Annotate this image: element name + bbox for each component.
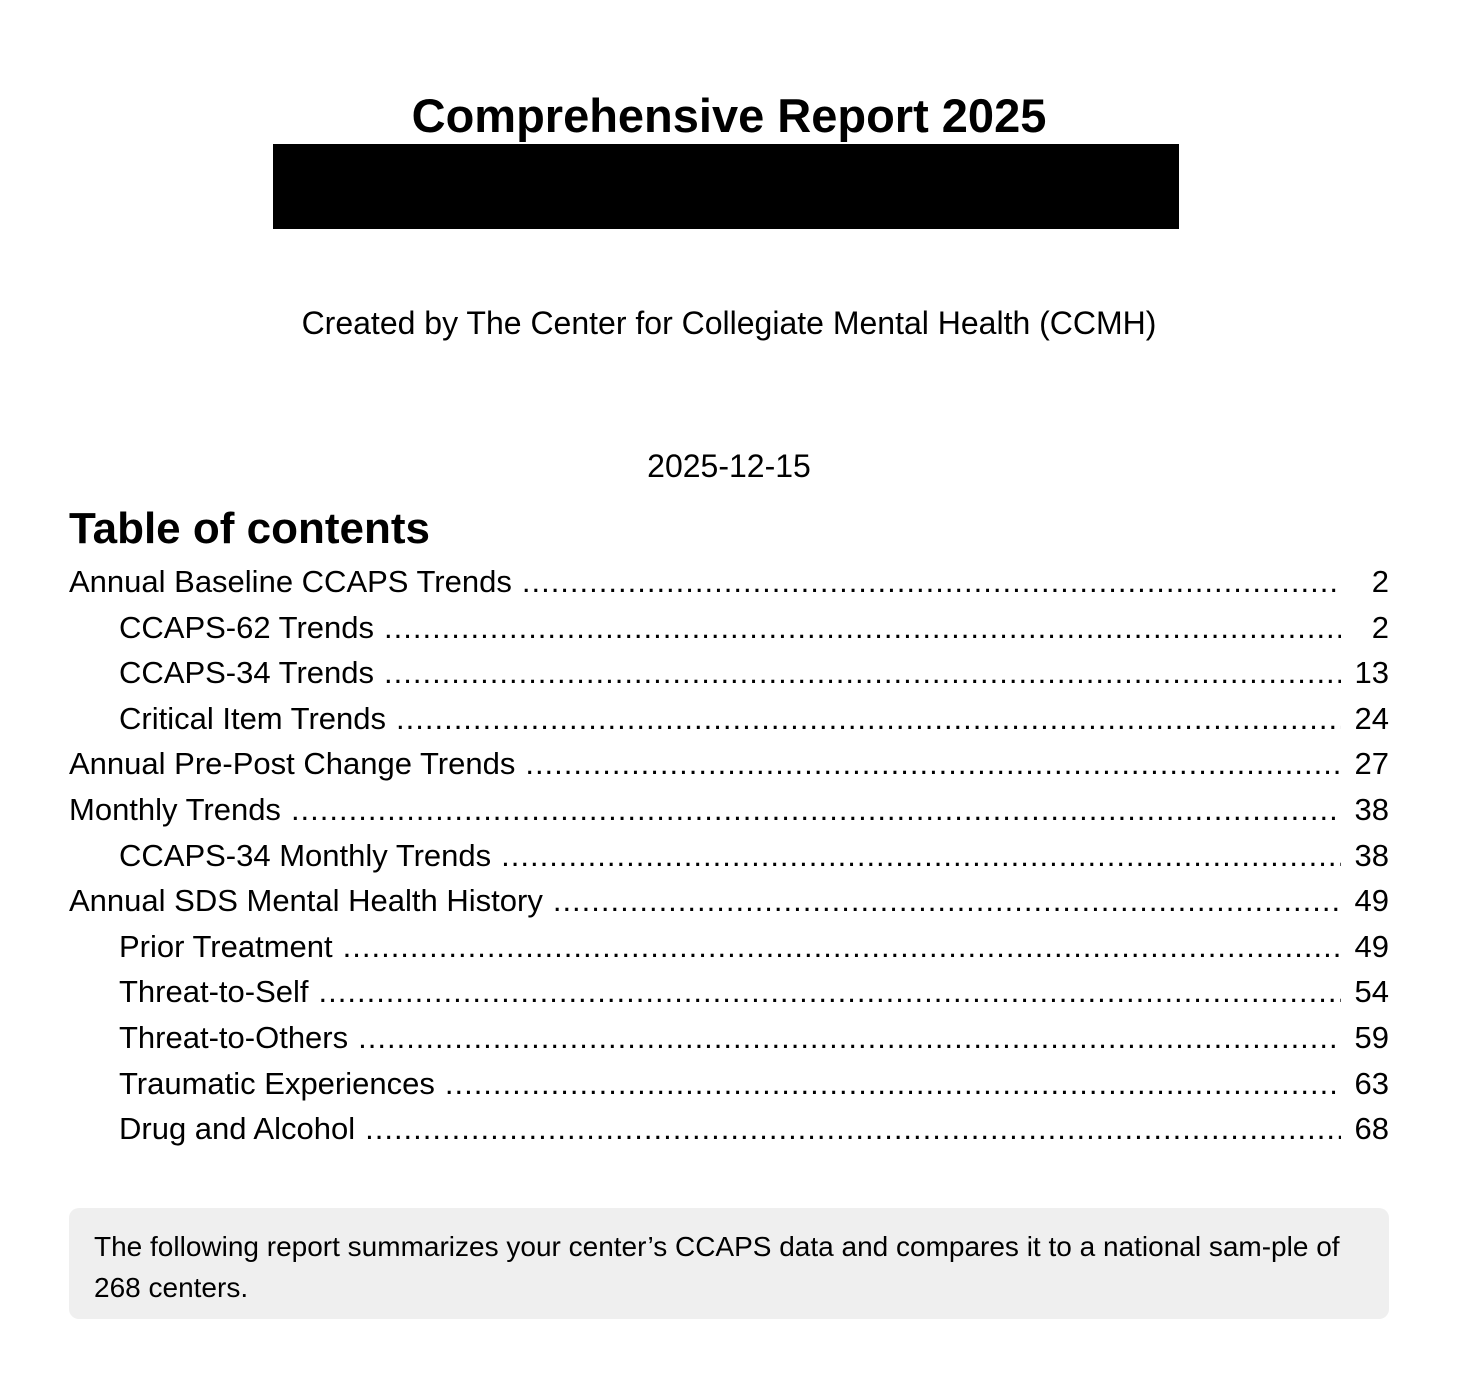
summary-note	[69, 1208, 1389, 1319]
toc-entry-label: Threat-to-Self	[119, 974, 309, 1010]
toc-leader-dots	[384, 650, 1341, 696]
toc-leader-dots	[445, 1061, 1341, 1107]
toc-entry-label: Annual SDS Mental Health History	[69, 883, 543, 919]
toc-leader-dots	[358, 1015, 1341, 1061]
table-of-contents	[69, 559, 1389, 1152]
toc-entry-label: Annual Pre-Post Change Trends	[69, 746, 516, 782]
toc-entry-label: Annual Baseline CCAPS Trends	[69, 564, 512, 599]
summary-note-text: The following report summarizes your center’s CCAPS data and compares it to a national sam-ple of 268 centers.	[94, 1231, 1340, 1303]
toc-leader-dots	[384, 605, 1341, 651]
toc-entry-traumatic-experiences[interactable]	[69, 1061, 1389, 1107]
toc-entry-label: CCAPS-34 Monthly Trends	[119, 837, 492, 873]
toc-page-number: 68	[1354, 1111, 1389, 1147]
toc-entry-ccaps-34-trends[interactable]	[69, 650, 1389, 696]
toc-entry-critical-item-trends[interactable]	[69, 696, 1389, 742]
toc-leader-dots	[319, 969, 1341, 1015]
toc-heading: Table of contents	[69, 504, 430, 553]
toc-entry-ccaps-34-monthly-trends[interactable]	[69, 833, 1389, 879]
toc-entry-label: Threat-to-Others	[119, 1019, 349, 1055]
toc-leader-dots	[501, 833, 1341, 879]
toc-entry-ccaps-62-trends[interactable]	[69, 605, 1389, 651]
toc-page-number: 27	[1354, 746, 1389, 782]
toc-entry-label: Monthly Trends	[69, 791, 281, 827]
toc-entry-prior-treatment[interactable]	[69, 924, 1389, 970]
toc-page-number: 38	[1354, 791, 1389, 827]
toc-leader-dots	[522, 559, 1341, 605]
toc-page-number: 13	[1354, 655, 1389, 691]
report-title: Comprehensive Report 2025	[411, 89, 1047, 142]
toc-page-number: 59	[1354, 1019, 1389, 1055]
toc-page-number: 2	[1371, 564, 1389, 599]
toc-leader-dots	[525, 741, 1341, 787]
redaction-block	[273, 144, 1179, 229]
toc-page-number: 63	[1354, 1065, 1389, 1101]
toc-entry-annual-pre-post-change-trends[interactable]	[69, 741, 1389, 787]
toc-entry-label: Critical Item Trends	[119, 700, 387, 736]
toc-page-number: 38	[1354, 837, 1389, 873]
toc-entry-threat-to-self[interactable]	[69, 969, 1389, 1015]
toc-entry-label: Prior Treatment	[119, 928, 333, 964]
toc-leader-dots	[365, 1106, 1341, 1152]
toc-page-number: 49	[1354, 928, 1389, 964]
toc-page-number: 49	[1354, 883, 1389, 919]
toc-entry-annual-baseline-ccaps-trends[interactable]	[69, 559, 1389, 605]
toc-page-number: 24	[1354, 700, 1389, 736]
report-subtitle: Created by The Center for Collegiate Mental Health (CCMH)	[301, 305, 1157, 341]
toc-page-number: 54	[1354, 974, 1389, 1010]
toc-page-number: 2	[1371, 609, 1389, 645]
toc-entry-label: CCAPS-62 Trends	[119, 609, 374, 645]
toc-leader-dots	[553, 878, 1341, 924]
report-date: 2025-12-15	[647, 448, 811, 484]
toc-entry-drug-and-alcohol[interactable]	[69, 1106, 1389, 1152]
toc-entry-label: Drug and Alcohol	[119, 1111, 356, 1147]
toc-entry-label: Traumatic Experiences	[119, 1065, 435, 1101]
toc-entry-threat-to-others[interactable]	[69, 1015, 1389, 1061]
toc-leader-dots	[343, 924, 1341, 970]
toc-leader-dots	[291, 787, 1341, 833]
toc-entry-annual-sds-mental-health-history[interactable]	[69, 878, 1389, 924]
toc-entry-monthly-trends[interactable]	[69, 787, 1389, 833]
toc-entry-label: CCAPS-34 Trends	[119, 655, 374, 691]
toc-leader-dots	[396, 696, 1341, 742]
